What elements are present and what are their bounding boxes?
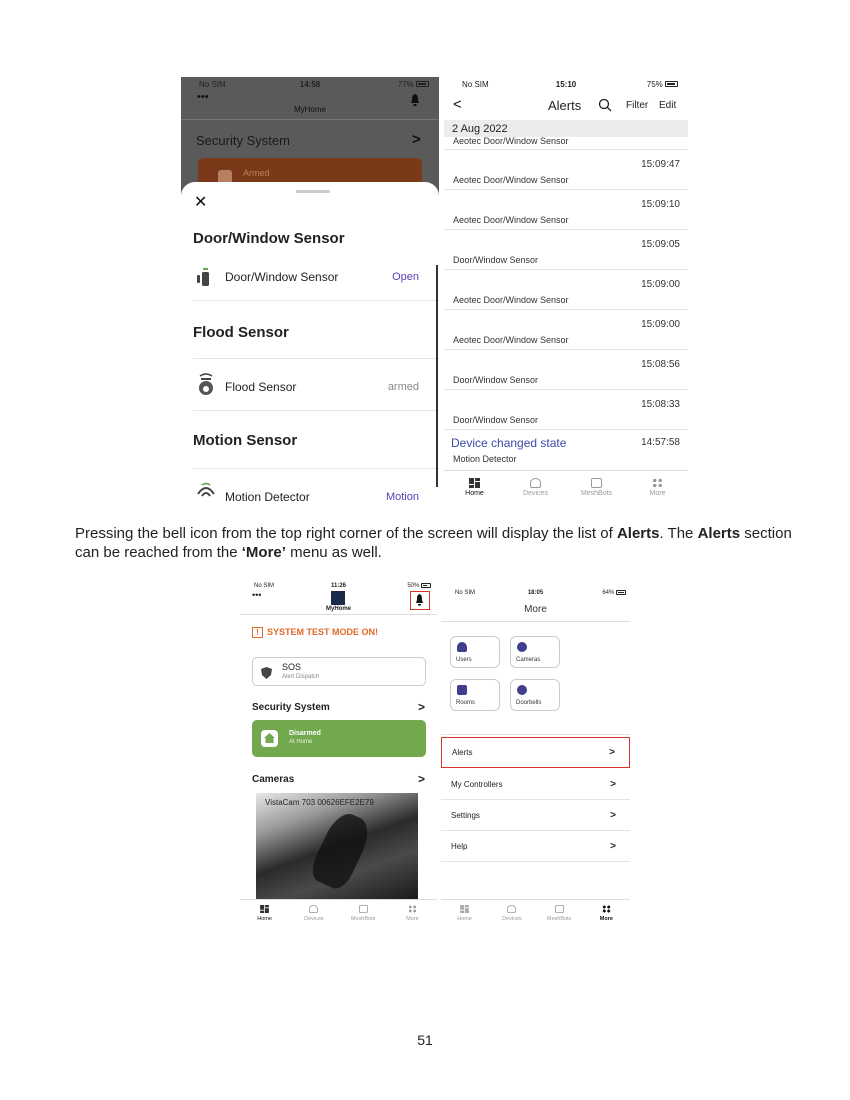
security-system-title: Security System xyxy=(252,702,330,713)
chevron-right-icon[interactable]: > xyxy=(418,700,426,714)
carrier: No SIM xyxy=(254,583,275,589)
alert-row[interactable] xyxy=(444,350,688,390)
tile-cameras[interactable]: Cameras xyxy=(510,636,560,668)
alert-row[interactable] xyxy=(444,270,688,310)
tab-more[interactable]: More xyxy=(627,471,688,503)
section-flood-title: Flood Sensor xyxy=(193,324,289,341)
home-icon xyxy=(460,905,469,913)
device-state: Motion xyxy=(385,491,419,503)
tab-bar xyxy=(441,899,630,926)
menu-item-alerts[interactable]: Alerts > xyxy=(441,737,630,768)
alert-title: Device changed state xyxy=(451,436,567,450)
tab-home[interactable]: Home xyxy=(240,900,289,926)
device-name: Motion Detector xyxy=(225,490,310,503)
phone-home-sheet xyxy=(181,77,439,503)
app-logo xyxy=(331,591,345,605)
disarmed-label: Disarmed xyxy=(289,730,321,737)
alert-device: Aeotec Door/Window Sensor xyxy=(453,335,569,345)
clock: 15:10 xyxy=(555,79,577,89)
disarmed-card[interactable] xyxy=(252,720,426,757)
cameras-title: Cameras xyxy=(252,774,295,785)
page-title: More xyxy=(524,604,547,615)
warning-icon: ! xyxy=(252,627,263,638)
chevron-right-icon: > xyxy=(412,131,421,148)
battery-icon xyxy=(665,81,678,87)
phone-alerts xyxy=(444,77,688,503)
alert-device: Aeotec Door/Window Sensor xyxy=(453,215,569,225)
tab-home[interactable]: Home xyxy=(441,900,488,926)
meshbots-icon xyxy=(591,478,602,488)
test-mode-banner: ! SYSTEM TEST MODE ON! xyxy=(252,627,378,638)
chevron-right-icon: > xyxy=(610,778,616,790)
devices-icon xyxy=(309,905,318,913)
alert-row[interactable] xyxy=(444,390,688,430)
meshbots-icon xyxy=(555,905,564,913)
alert-time: 15:08:33 xyxy=(641,399,680,410)
alert-time: 15:09:10 xyxy=(641,199,680,210)
device-name: Flood Sensor xyxy=(225,380,297,394)
bell-icon[interactable] xyxy=(410,93,420,105)
camera-name: VistaCam 703 00626EFE2E79 xyxy=(265,798,374,807)
battery-icon xyxy=(616,590,626,595)
tile-doorbells[interactable]: Doorbells xyxy=(510,679,560,711)
carrier: No SIM xyxy=(199,79,226,89)
clock: 18:05 xyxy=(527,590,544,596)
status-bar xyxy=(444,77,688,91)
first-device: Aeotec Door/Window Sensor xyxy=(453,136,569,146)
alert-time: 15:09:05 xyxy=(641,239,680,250)
carrier: No SIM xyxy=(462,79,489,89)
section-door-window-title: Door/Window Sensor xyxy=(193,230,345,247)
alert-time: 15:09:00 xyxy=(641,279,680,290)
tile-users[interactable]: Users xyxy=(450,636,500,668)
battery-level: 75% xyxy=(646,79,663,89)
alert-device: Door/Window Sensor xyxy=(453,255,539,265)
devices-icon xyxy=(530,478,541,488)
meshbots-icon xyxy=(359,905,368,913)
battery-level: 77% xyxy=(397,79,414,89)
chevron-right-icon: > xyxy=(609,747,615,758)
close-icon[interactable]: ✕ xyxy=(194,194,208,211)
behind-section-title: Security System xyxy=(196,133,290,148)
tab-devices[interactable]: Devices xyxy=(289,900,338,926)
more-dots[interactable]: ••• xyxy=(252,590,262,600)
battery-icon xyxy=(416,81,429,87)
rooms-icon xyxy=(457,685,467,695)
alert-row-changed-state[interactable] xyxy=(444,430,688,470)
more-icon xyxy=(408,905,417,913)
battery-icon xyxy=(421,583,431,588)
tab-bar xyxy=(240,899,437,926)
section-motion-title: Motion Sensor xyxy=(193,432,298,449)
date-label: 2 Aug 2022 xyxy=(452,123,508,135)
tab-meshbots[interactable]: MeshBots xyxy=(566,471,627,503)
menu-item-settings[interactable]: Settings > xyxy=(441,800,630,831)
menu-item-my-controllers[interactable]: My Controllers > xyxy=(441,769,630,800)
scroll-indicator[interactable] xyxy=(436,265,438,487)
status-bar xyxy=(181,77,439,91)
tab-devices[interactable]: Devices xyxy=(488,900,535,926)
device-state: Open xyxy=(392,271,419,283)
clock: 11:26 xyxy=(330,583,346,589)
tab-home[interactable]: Home xyxy=(444,471,505,503)
chevron-right-icon: > xyxy=(610,809,616,821)
sos-subtitle: Alert Dispatch xyxy=(282,674,320,680)
tab-more[interactable]: More xyxy=(388,900,437,926)
alert-row[interactable] xyxy=(444,150,688,190)
camera-icon xyxy=(517,642,527,652)
alert-device: Aeotec Door/Window Sensor xyxy=(453,295,569,305)
search-icon[interactable] xyxy=(598,98,612,112)
alert-row[interactable] xyxy=(444,230,688,270)
camera-preview[interactable] xyxy=(256,793,418,899)
date-header xyxy=(444,120,688,137)
menu-item-help[interactable]: Help > xyxy=(441,831,630,862)
motion-sensor-icon xyxy=(196,480,216,502)
more-icon xyxy=(652,478,663,488)
home-status-icon xyxy=(261,730,278,747)
device-row-motion[interactable] xyxy=(181,478,439,503)
tile-rooms[interactable]: Rooms xyxy=(450,679,500,711)
alert-row[interactable] xyxy=(444,190,688,230)
home-icon xyxy=(260,905,269,913)
device-row-flood[interactable] xyxy=(181,368,439,402)
phone-more xyxy=(441,586,630,926)
flood-sensor-icon xyxy=(197,372,215,396)
tab-devices[interactable]: Devices xyxy=(505,471,566,503)
more-dots[interactable]: ••• xyxy=(197,91,209,103)
body-paragraph: Pressing the bell icon from the top right corner of the screen will display the list of Alerts. The Alerts section can be reached from the ‘More’ menu as well. xyxy=(75,525,792,561)
users-icon xyxy=(457,642,467,652)
sheet-handle[interactable] xyxy=(296,190,330,193)
app-title: MyHome xyxy=(325,606,351,612)
device-state: armed xyxy=(387,381,419,393)
alert-time: 14:57:58 xyxy=(641,437,680,448)
armed-label: Armed xyxy=(243,168,270,178)
page-title: Alerts xyxy=(548,98,582,113)
alert-device: Door/Window Sensor xyxy=(453,415,539,425)
app-title: MyHome xyxy=(293,105,326,114)
clock: 14:58 xyxy=(299,79,321,89)
more-icon xyxy=(602,905,611,913)
back-button[interactable]: < xyxy=(453,96,462,113)
tab-bar xyxy=(444,470,688,503)
alert-time: 15:08:56 xyxy=(641,359,680,370)
alert-device: Aeotec Door/Window Sensor xyxy=(453,175,569,185)
door-sensor-icon xyxy=(197,268,213,288)
device-sheet xyxy=(181,182,439,503)
sos-title: SOS xyxy=(282,662,302,672)
status-bar xyxy=(441,586,630,600)
chevron-right-icon[interactable]: > xyxy=(418,772,426,786)
devices-icon xyxy=(507,905,516,913)
tab-meshbots[interactable]: MeshBots xyxy=(339,900,388,926)
at-home-label: At Home xyxy=(289,739,313,745)
shield-icon xyxy=(261,666,272,678)
filter-button[interactable]: Filter xyxy=(626,100,649,111)
alert-time: 15:09:47 xyxy=(641,159,680,170)
tab-meshbots[interactable]: MeshBots xyxy=(536,900,583,926)
device-row-door-window[interactable] xyxy=(181,260,439,294)
page-number: 51 xyxy=(417,1032,433,1048)
alert-time: 15:09:00 xyxy=(641,319,680,330)
doorbell-icon xyxy=(517,685,527,695)
alert-device: Door/Window Sensor xyxy=(453,375,539,385)
device-name: Door/Window Sensor xyxy=(225,270,339,284)
chevron-right-icon: > xyxy=(610,840,616,852)
phone-home xyxy=(240,580,437,926)
edit-button[interactable]: Edit xyxy=(659,100,677,111)
carrier: No SIM xyxy=(455,590,476,596)
sos-card[interactable] xyxy=(252,657,426,686)
home-icon xyxy=(469,478,480,488)
bell-icon[interactable] xyxy=(410,591,430,610)
battery-level: 64% xyxy=(602,590,615,597)
tab-more[interactable]: More xyxy=(583,900,630,926)
battery-level: 50% xyxy=(407,583,420,590)
alert-device: Motion Detector xyxy=(453,454,517,464)
alert-row[interactable] xyxy=(444,310,688,350)
